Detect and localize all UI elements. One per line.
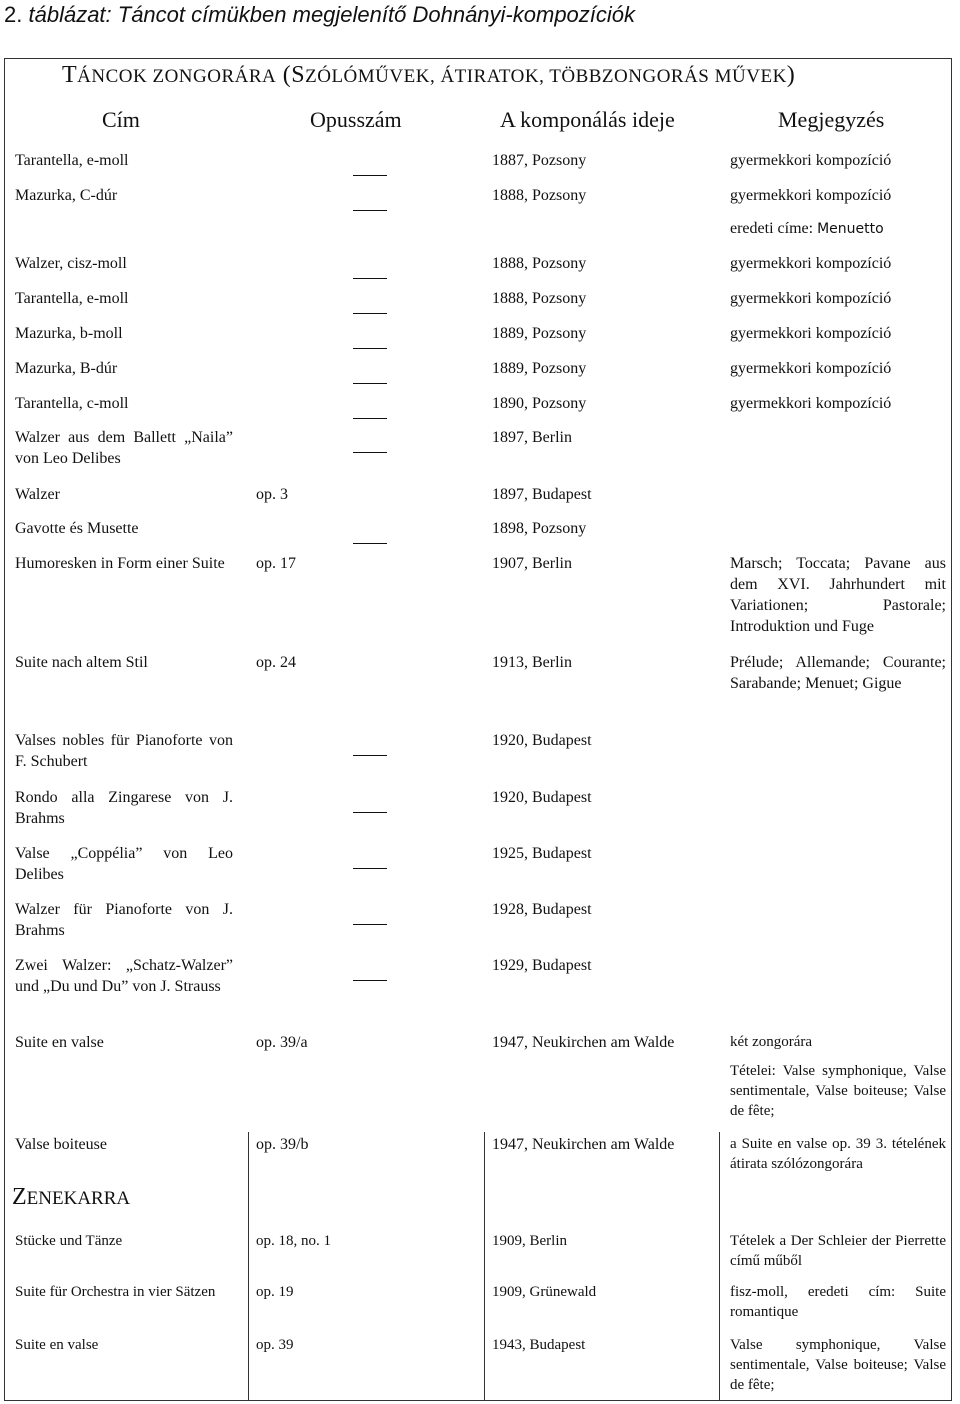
row-title: Tarantella, c-moll [15, 395, 129, 412]
header-title: Cím [102, 107, 140, 132]
empty-opus-dash [353, 313, 387, 314]
row-date: 1889, Pozsony [492, 325, 587, 342]
row-opus: op. 39 [256, 1337, 294, 1353]
empty-opus-dash [353, 755, 387, 756]
empty-opus-dash [353, 452, 387, 453]
row-note-original-title: eredeti címe: Menuetto [730, 220, 884, 237]
row-date: 1888, Pozsony [492, 290, 587, 307]
column-divider-1 [248, 1132, 249, 1401]
table-caption [4, 2, 954, 28]
row-note: gyermekkori kompozíció [730, 152, 892, 169]
row-note: fisz-moll, eredeti cím: Suite romantique [730, 1284, 946, 1320]
empty-opus-dash [353, 175, 387, 176]
row-date: 1897, Berlin [492, 429, 572, 446]
header-note: Megjegyzés [778, 107, 885, 132]
empty-opus-dash [353, 418, 387, 419]
row-date: 1888, Pozsony [492, 187, 587, 204]
row-title: Rondo alla Zingarese von J. Brahms [15, 789, 233, 827]
row-title: Suite nach altem Stil [15, 654, 148, 671]
row-title: Suite en valse [15, 1337, 99, 1353]
row-title: Mazurka, B-dúr [15, 360, 118, 377]
empty-opus-dash [353, 210, 387, 211]
row-title: Mazurka, C-dúr [15, 187, 118, 204]
row-title: Valse „Coppélia” von Leo Delibes [15, 845, 233, 883]
row-title: Mazurka, b-moll [15, 325, 123, 342]
column-divider-2 [484, 1132, 485, 1401]
row-date: 1943, Budapest [492, 1337, 586, 1353]
row-opus: op. 18, no. 1 [256, 1233, 331, 1249]
row-title: Valse boiteuse [15, 1136, 107, 1153]
row-opus: op. 17 [256, 555, 296, 572]
row-date: 1947, Neukirchen am Walde [492, 1136, 675, 1153]
row-date: 1929, Budapest [492, 957, 592, 974]
row-date: 1928, Budapest [492, 901, 592, 918]
row-date: 1897, Budapest [492, 486, 592, 503]
caption-number: 2. [4, 2, 23, 27]
row-title: Walzer, cisz-moll [15, 255, 127, 272]
row-note: Prélude; Allemande; Courante; Sarabande; Menuet; Gigue [730, 654, 946, 692]
row-date: 1925, Budapest [492, 845, 592, 862]
row-date: 1947, Neukirchen am Walde [492, 1034, 675, 1051]
empty-opus-dash [353, 868, 387, 869]
row-note: Tételek a Der Schleier der Pierrette című műből [730, 1233, 946, 1269]
row-opus: op. 39/a [256, 1034, 308, 1051]
row-opus: op. 39/b [256, 1136, 309, 1153]
row-title: Tarantella, e-moll [15, 290, 129, 307]
row-note: Valse symphonique, Valse sentimentale, Valse boiteuse; Valse de fête; [730, 1337, 946, 1393]
empty-opus-dash [353, 278, 387, 279]
row-date: 1887, Pozsony [492, 152, 587, 169]
row-date: 1920, Budapest [492, 732, 592, 749]
row-title: Stücke und Tänze [15, 1233, 123, 1249]
row-note-extra: Tételei: Valse symphonique, Valse sentimentale, Valse boiteuse; Valse de fête; [730, 1063, 946, 1119]
section-heading-piano: TÁNCOK ZONGORÁRA (SZÓLÓMŰVEK, ÁTIRATOK, TÖBBZONGORÁS MŰVEK) [62, 62, 796, 88]
row-date: 1907, Berlin [492, 555, 572, 572]
empty-opus-dash [353, 543, 387, 544]
row-date: 1890, Pozsony [492, 395, 587, 412]
row-note: gyermekkori kompozíció [730, 255, 892, 272]
row-opus: op. 19 [256, 1284, 294, 1300]
row-note: Marsch; Toccata; Pavane aus dem XVI. Jahrhundert mit Variationen; Pastorale; Introduktion und Fuge [730, 555, 946, 635]
row-title: Gavotte és Musette [15, 520, 139, 537]
empty-opus-dash [353, 383, 387, 384]
caption-title: táblázat: Táncot címükben megjelenítő Dohnányi-kompozíciók [28, 2, 636, 27]
row-title: Humoresken in Form einer Suite [15, 555, 225, 572]
row-note: a Suite en valse op. 39 3. tételének átirata szólózongorára [730, 1136, 946, 1172]
row-note: gyermekkori kompozíció [730, 187, 892, 204]
empty-opus-dash [353, 924, 387, 925]
header-opus: Opusszám [310, 107, 402, 132]
column-divider-3 [719, 1132, 720, 1401]
row-note: gyermekkori kompozíció [730, 360, 892, 377]
row-title: Valses nobles für Pianoforte von F. Schubert [15, 732, 233, 770]
row-note: gyermekkori kompozíció [730, 325, 892, 342]
row-date: 1888, Pozsony [492, 255, 587, 272]
empty-opus-dash [353, 348, 387, 349]
row-note: gyermekkori kompozíció [730, 290, 892, 307]
row-date: 1909, Grünewald [492, 1284, 597, 1300]
row-note: gyermekkori kompozíció [730, 395, 892, 412]
row-opus: op. 24 [256, 654, 296, 671]
row-date: 1920, Budapest [492, 789, 592, 806]
row-note: két zongorára [730, 1034, 813, 1050]
header-date: A komponálás ideje [500, 107, 675, 132]
empty-opus-dash [353, 812, 387, 813]
row-title: Walzer für Pianoforte von J. Brahms [15, 901, 233, 939]
row-title: Suite en valse [15, 1034, 104, 1051]
row-title: Zwei Walzer: „Schatz-Walzer” und „Du und Du” von J. Strauss [15, 957, 233, 995]
row-title: Walzer aus dem Ballett „Naila” von Leo Delibes [15, 429, 233, 467]
row-title: Suite für Orchestra in vier Sätzen [15, 1284, 216, 1300]
row-title: Walzer [15, 486, 60, 503]
section-heading-orchestra: ZENEKARRA [12, 1184, 131, 1210]
row-date: 1913, Berlin [492, 654, 572, 671]
row-date: 1909, Berlin [492, 1233, 567, 1249]
row-opus: op. 3 [256, 486, 288, 503]
row-title: Tarantella, e-moll [15, 152, 129, 169]
row-date: 1889, Pozsony [492, 360, 587, 377]
row-date: 1898, Pozsony [492, 520, 587, 537]
empty-opus-dash [353, 980, 387, 981]
